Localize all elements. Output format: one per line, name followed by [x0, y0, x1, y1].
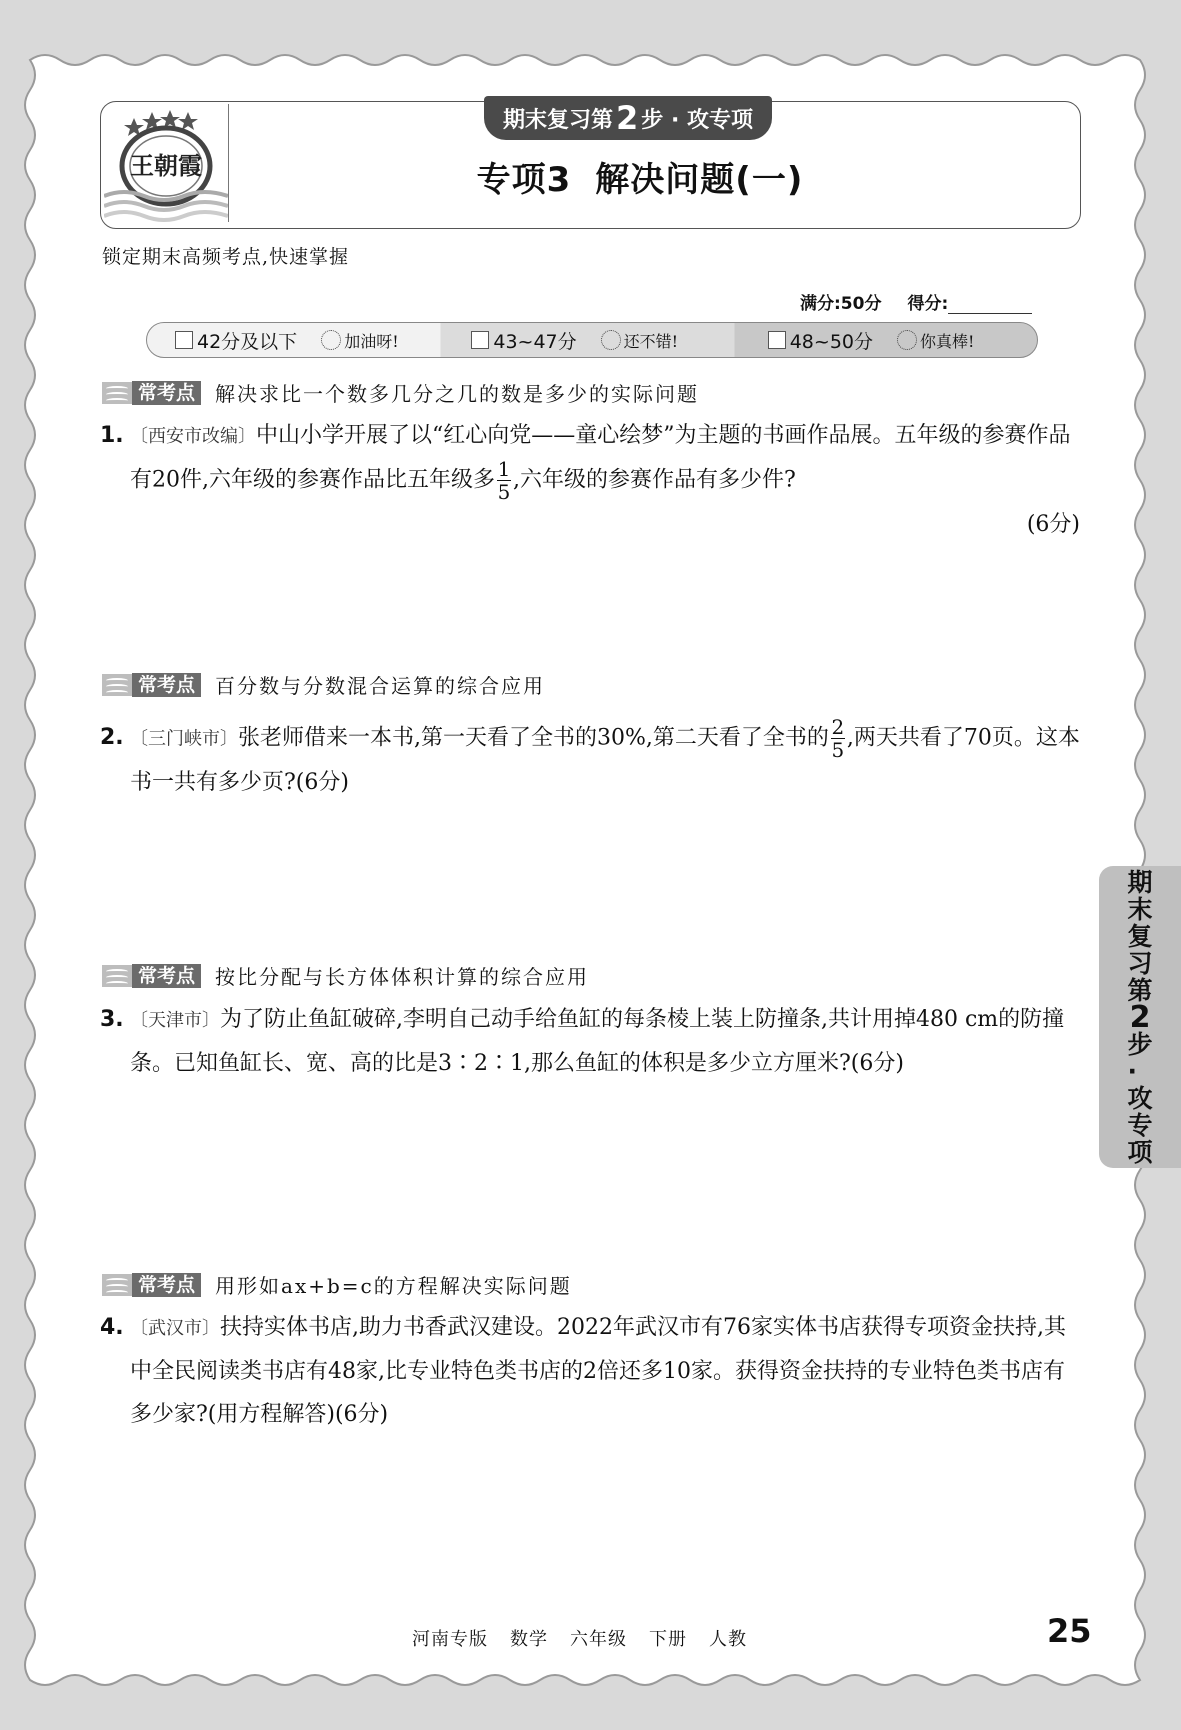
question-text: 中山小学开展了以“红心向党——童心绘梦”为主题的书画作品展。五年级的参赛作品有20件,六年级的参赛作品比五年级多 — [130, 423, 1071, 493]
grade-range: 48~50分 — [789, 330, 873, 353]
topic-tag: 常考点 — [132, 1273, 201, 1297]
topic-header — [102, 670, 545, 699]
grade-praise: 还不错! — [623, 331, 679, 351]
fraction — [497, 458, 511, 503]
title-label: 专项3 — [476, 160, 572, 200]
question-number: 3. — [100, 1007, 124, 1032]
logo-lettering: 王朝霞 — [130, 151, 202, 180]
side-tab-char: 专 — [1127, 1110, 1153, 1140]
footer-grade: 六年级 — [570, 1629, 627, 1650]
waves-icon — [102, 382, 132, 404]
brand-logo — [104, 104, 229, 222]
step-suffix: 步 · 攻专项 — [641, 107, 753, 133]
footer-volume: 下册 — [649, 1629, 687, 1650]
grade-option — [740, 327, 1036, 354]
page-title — [440, 152, 840, 201]
score-blank[interactable] — [948, 295, 1032, 314]
side-tab-char: 习 — [1127, 948, 1153, 978]
grade-praise: 你真棒! — [920, 331, 975, 351]
question-source: 〔三门峡市〕 — [130, 728, 238, 750]
side-tab-char: 末 — [1127, 894, 1153, 924]
grade-checkbox[interactable] — [471, 331, 489, 349]
smiley-icon — [321, 330, 341, 350]
question-source: 〔天津市〕 — [130, 1010, 220, 1031]
side-tab — [1099, 866, 1181, 1168]
question-text: 张老师借来一本书,第一天看了全书的30%,第二天看了全书的 — [238, 725, 829, 751]
waves-icon — [102, 674, 132, 696]
question-source: 〔武汉市〕 — [130, 1318, 220, 1339]
footer-publisher: 人教 — [709, 1629, 747, 1650]
side-tab-char: 复 — [1127, 921, 1153, 951]
question-number: 4. — [100, 1315, 124, 1340]
question-1 — [100, 414, 1080, 546]
waves-icon — [102, 965, 132, 987]
question-text-end: ,两天共看了70页。这本书一共有多少页?(6分) — [130, 725, 1080, 795]
full-score: 满分:50分 — [800, 294, 882, 314]
grade-option — [443, 327, 739, 354]
side-tab-suffix — [1127, 1031, 1152, 1166]
topic-text: 解决求比一个数多几分之几的数是多少的实际问题 — [215, 382, 700, 406]
question-number: 1. — [100, 423, 124, 448]
step-prefix: 期末复习第 — [503, 107, 614, 133]
side-tab-char: 期 — [1127, 867, 1153, 897]
waves-icon — [102, 1274, 132, 1296]
topic-header — [102, 961, 589, 990]
topic-text: 百分数与分数混合运算的综合应用 — [215, 674, 546, 698]
smiley-icon — [601, 330, 621, 350]
topic-text: 按比分配与长方体体积计算的综合应用 — [215, 965, 590, 989]
topic-tag: 常考点 — [132, 381, 201, 405]
footer — [412, 1625, 747, 1651]
side-tab-number: 2 — [1129, 999, 1151, 1035]
side-tab-prefix — [1127, 869, 1152, 1004]
fraction — [831, 716, 845, 761]
side-tab-char: 步 — [1127, 1029, 1153, 1059]
question-number: 2. — [100, 725, 124, 750]
grade-checkbox[interactable] — [175, 331, 193, 349]
grade-bar — [146, 322, 1038, 358]
topic-tag: 常考点 — [132, 673, 201, 697]
topic-text: 用形如ax+b=c的方程解决实际问题 — [215, 1274, 572, 1298]
side-tab-char: 第 — [1127, 975, 1153, 1005]
step-number: 2 — [616, 99, 639, 137]
grade-range: 43~47分 — [493, 330, 577, 353]
grade-option — [147, 327, 443, 354]
topic-header — [102, 378, 699, 407]
question-text: 为了防止鱼缸破碎,李明自己动手给鱼缸的每条棱上装上防撞条,共计用掉480 cm的防撞条。已知鱼缸长、宽、高的比是3∶2∶1,那么鱼缸的体积是多少立方厘米?(6分) — [130, 1007, 1065, 1076]
question-text-end: ,六年级的参赛作品有多少件? — [513, 467, 796, 493]
grade-praise: 加油呀! — [344, 331, 399, 351]
side-tab-char: · — [1127, 1056, 1137, 1086]
title-text: 解决问题(一) — [595, 160, 804, 200]
fraction-numerator: 2 — [831, 715, 845, 739]
question-2 — [100, 716, 1080, 804]
side-tab-char: 项 — [1127, 1137, 1153, 1167]
step-banner — [484, 96, 772, 140]
side-tab-char: 攻 — [1127, 1083, 1153, 1113]
grade-range: 42分及以下 — [197, 330, 298, 353]
fraction-denominator: 5 — [831, 738, 845, 762]
topic-header — [102, 1270, 572, 1299]
footer-subject: 数学 — [510, 1629, 548, 1650]
tagline: 锁定期末高频考点,快速掌握 — [102, 246, 350, 268]
got-score — [907, 289, 1032, 314]
got-score-label: 得分: — [907, 294, 949, 314]
question-source: 〔西安市改编〕 — [130, 426, 256, 447]
question-4 — [100, 1306, 1080, 1436]
question-points: (6分) — [1026, 512, 1080, 537]
fraction-denominator: 5 — [497, 480, 511, 504]
grade-checkbox[interactable] — [768, 331, 786, 349]
question-text: 扶持实体书店,助力书香武汉建设。2022年武汉市有76家实体书店获得专项资金扶持,其中全民阅读类书店有48家,比专业特色类书店的2倍还多10家。获得资金扶持的专业特色类书店有多少家?(用方程解答)(6分) — [130, 1315, 1066, 1427]
score-line — [800, 289, 1032, 314]
page-number: 25 — [1047, 1612, 1092, 1650]
footer-edition: 河南专版 — [412, 1629, 488, 1650]
fraction-numerator: 1 — [497, 457, 511, 481]
topic-tag: 常考点 — [132, 964, 201, 988]
question-3 — [100, 998, 1080, 1085]
smiley-icon — [897, 330, 917, 350]
logo-emblem — [104, 104, 228, 222]
